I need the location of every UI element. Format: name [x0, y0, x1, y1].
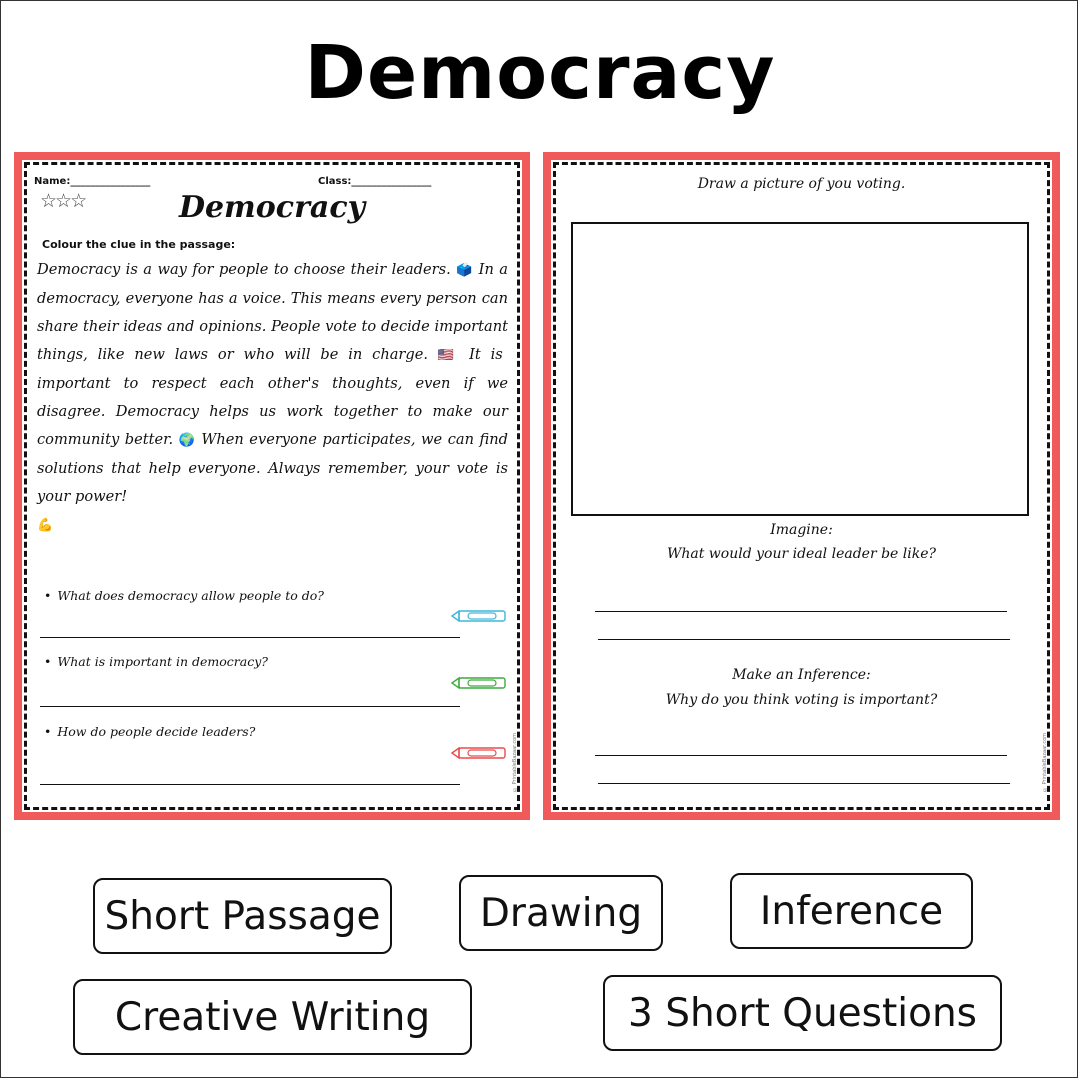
answer-line [40, 706, 460, 707]
inference-question: Why do you think voting is important? [665, 692, 938, 708]
tag-inference: Inference [730, 873, 973, 949]
name-field-label: Name:________________ [34, 176, 151, 187]
question-text: What does democracy allow people to do? [57, 588, 324, 603]
us-flag-icon: 🇺🇸 [437, 348, 460, 363]
question-text: How do people decide leaders? [57, 724, 256, 739]
question-3 [44, 724, 255, 739]
question-text: What is important in democracy? [57, 654, 268, 669]
answer-line [595, 755, 1007, 756]
class-field-label: Class:________________ [318, 176, 432, 187]
inference-heading: Make an Inference: [732, 667, 871, 683]
answer-line [595, 611, 1007, 612]
tag-3-short-questions: 3 Short Questions [603, 975, 1002, 1051]
answer-line [40, 784, 460, 785]
imagine-question: What would your ideal leader be like? [666, 546, 937, 562]
worksheet-passage-preview [14, 152, 530, 820]
crayon-green-icon [450, 676, 508, 690]
crayon-red-icon [450, 746, 508, 760]
question-1 [44, 588, 324, 603]
worksheet-title: Democracy [178, 190, 366, 225]
question-2 [44, 654, 268, 669]
answer-line [598, 639, 1010, 640]
flexed-biceps-icon: 💪 [37, 518, 54, 533]
drawing-box [571, 222, 1029, 516]
bullet: • [44, 654, 52, 669]
answer-line [598, 783, 1010, 784]
reading-passage [37, 256, 508, 540]
ballot-box-icon: 🗳️ [456, 263, 474, 278]
passage-text: In a democracy, everyone has a voice. This means every person can share their ideas and opinions. People vote to decide important things, like new laws or who will be in charge. [37, 261, 508, 363]
tag-short-passage: Short Passage [93, 878, 392, 954]
tag-creative-writing: Creative Writing [73, 979, 472, 1055]
crayon-blue-icon [450, 609, 508, 623]
draw-prompt: Draw a picture of you voting. [697, 176, 906, 192]
bullet: • [44, 588, 52, 603]
passage-text: It is important to respect each other's thoughts, even if we disagree. Democracy helps us work together to make our community better. [37, 346, 508, 448]
globe-icon: 🌍 [178, 433, 196, 448]
credit-text: © PrintableBazaar.com [512, 733, 518, 792]
imagine-heading: Imagine: [770, 522, 833, 538]
instruction-text: Colour the clue in the passage: [42, 238, 236, 251]
passage-text: Democracy is a way for people to choose their leaders. [37, 261, 457, 278]
passage-text: When everyone participates, we can find solutions that help everyone. Always remember, your vote is your power! [37, 431, 508, 505]
page-title: Democracy [304, 30, 776, 116]
credit-text: © PrintableBazaar.com [1042, 733, 1048, 792]
bullet: • [44, 724, 52, 739]
rating-stars-icon: ☆☆☆ [40, 190, 86, 212]
tag-drawing: Drawing [459, 875, 663, 951]
answer-line [40, 637, 460, 638]
worksheet-drawing-preview [543, 152, 1060, 820]
